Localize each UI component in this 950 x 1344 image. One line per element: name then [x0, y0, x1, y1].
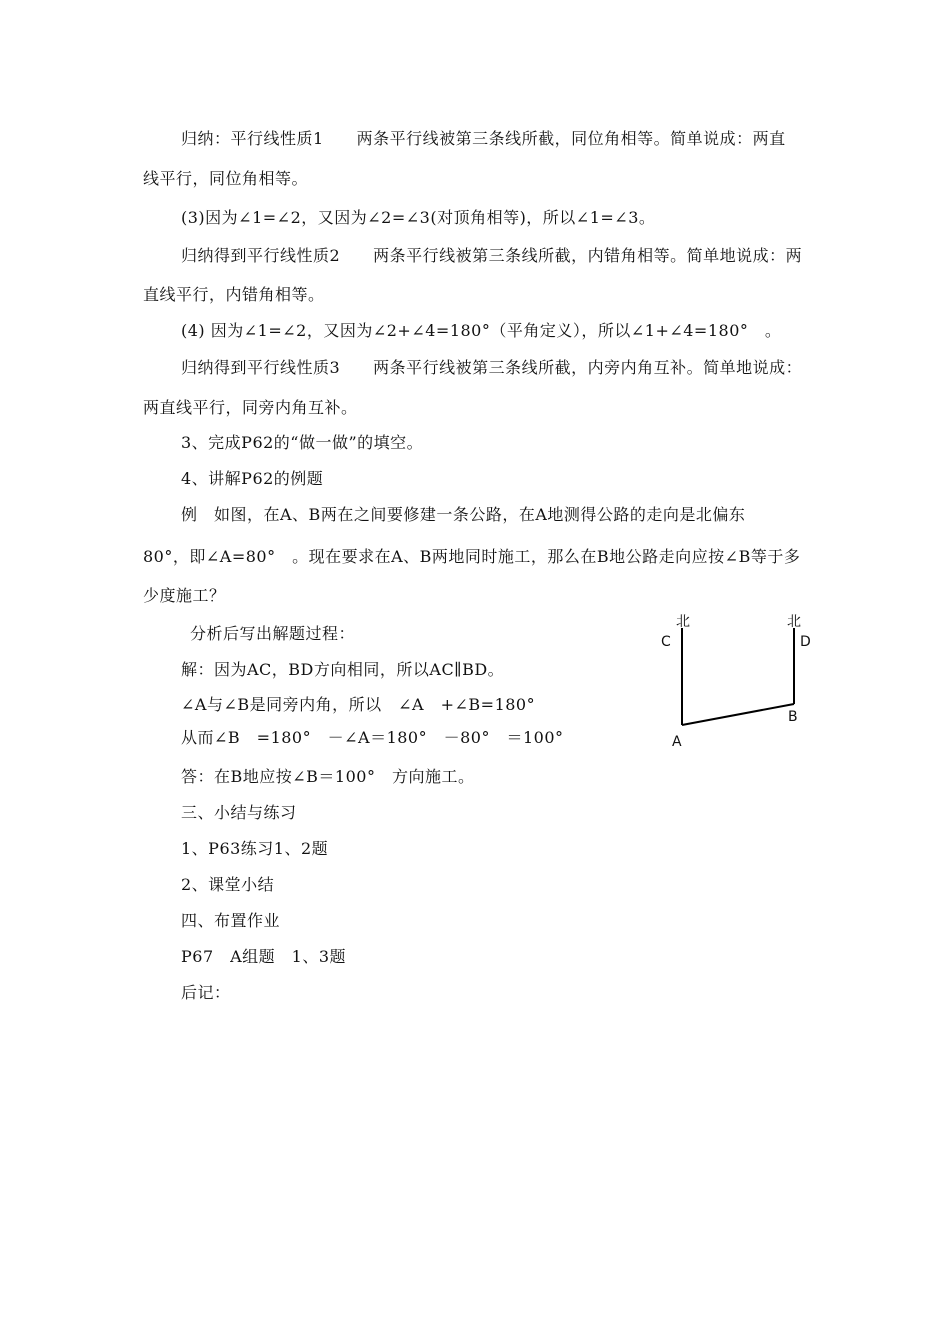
- paragraph-line: 80°，即∠A=80° 。现在要求在A、B两地同时施工，那么在B地公路走向应按∠B等于多: [143, 547, 801, 566]
- paragraph-line: 分析后写出解题过程：: [190, 624, 356, 643]
- paragraph-line: 归纳得到平行线性质3 两条平行线被第三条线所截，内旁内角互补。简单地说成：: [181, 358, 803, 377]
- paragraph-line: 三、小结与练习: [181, 803, 297, 822]
- paragraph-line: (4) 因为∠1=∠2，又因为∠2+∠4=180°（平角定义），所以∠1+∠4=180° 。: [181, 321, 782, 340]
- paragraph-line: 4、讲解P62的例题: [181, 469, 324, 488]
- segment-ab: [682, 704, 794, 725]
- paragraph-line: P67 A组题 1、3题: [181, 947, 347, 966]
- road-diagram: [650, 600, 830, 760]
- paragraph-line: 少度施工？: [143, 586, 226, 605]
- paragraph-line: 3、完成P62的“做一做”的填空。: [181, 433, 424, 452]
- paragraph-line: 直线平行，内错角相等。: [143, 285, 325, 304]
- paragraph-line: ∠A与∠B是同旁内角，所以 ∠A +∠B=180°: [181, 695, 536, 714]
- paragraph-line: 1、P63练习1、2题: [181, 839, 329, 858]
- point-label-a: A: [672, 734, 682, 750]
- point-label-d: D: [800, 634, 811, 650]
- paragraph-line: 2、课堂小结: [181, 875, 275, 894]
- point-label-c: C: [661, 634, 671, 650]
- paragraph-line: 后记：: [181, 983, 231, 1002]
- paragraph-line: 答：在B地应按∠B＝100° 方向施工。: [181, 767, 475, 786]
- paragraph-line: (3)因为∠1=∠2，又因为∠2=∠3(对顶角相等)，所以∠1=∠3。: [181, 208, 656, 227]
- paragraph-line: 线平行，同位角相等。: [143, 169, 309, 188]
- paragraph-line: 解：因为AC，BD方向相同，所以AC∥BD。: [181, 660, 505, 679]
- paragraph-line: 从而∠B =180° －∠A＝180° －80° ＝100°: [181, 728, 564, 747]
- paragraph-line: 四、布置作业: [181, 911, 281, 930]
- paragraph-line: 例 如图，在A、B两在之间要修建一条公路，在A地测得公路的走向是北偏东: [181, 505, 746, 524]
- point-label-b: B: [788, 709, 798, 725]
- paragraph-line: 归纳得到平行线性质2 两条平行线被第三条线所截，内错角相等。简单地说成：两: [181, 246, 803, 265]
- north-label-right: 北: [787, 614, 801, 630]
- paragraph-line: 归纳：平行线性质1 两条平行线被第三条线所截，同位角相等。简单说成：两直: [181, 129, 786, 148]
- north-label-left: 北: [676, 614, 690, 630]
- paragraph-line: 两直线平行，同旁内角互补。: [143, 398, 358, 417]
